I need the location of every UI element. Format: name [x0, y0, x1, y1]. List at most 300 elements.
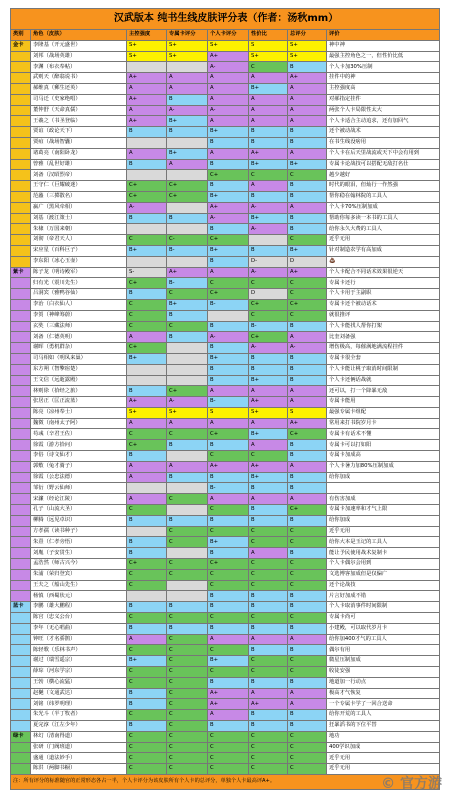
grade-cell: A-: [127, 202, 167, 213]
grade-cell: C: [127, 764, 167, 775]
character-name: 董仲舒（天命真儒）: [31, 105, 127, 116]
grade-cell: B: [167, 472, 208, 483]
grade-cell: B: [127, 602, 167, 613]
comment-cell: 个人卡用于主副职: [327, 289, 440, 300]
grade-cell: C: [167, 645, 208, 656]
grade-cell: B: [249, 515, 288, 526]
grade-cell: S: [208, 407, 249, 418]
category-cell: [11, 526, 31, 537]
table-row: [11, 364, 440, 375]
grade-cell: C: [167, 656, 208, 667]
grade-cell: C: [288, 310, 327, 321]
grade-cell: B: [208, 677, 249, 688]
grade-cell: [167, 364, 208, 375]
category-cell: [11, 656, 31, 667]
table-row: [11, 461, 440, 472]
comment-cell: 两张个人卡局限性太大: [327, 105, 440, 116]
comment-cell: 专属卡加成高: [327, 451, 440, 462]
comment-cell: 给你加成: [327, 472, 440, 483]
category-cell: [11, 548, 31, 559]
grade-cell: A: [167, 461, 208, 472]
grade-cell: B: [208, 602, 249, 613]
grade-cell: B+: [288, 159, 327, 170]
character-name: 王夫之（船山先生）: [31, 580, 127, 591]
character-name: 司马相如（明凤来巢）: [31, 353, 127, 364]
category-cell: [11, 224, 31, 235]
grade-cell: A: [167, 73, 208, 84]
grade-cell: C: [208, 580, 249, 591]
grade-cell: B: [208, 623, 249, 634]
grade-cell: A: [167, 159, 208, 170]
category-cell: [11, 202, 31, 213]
table-row: [11, 62, 440, 73]
grade-cell: A: [208, 634, 249, 645]
grade-cell: S+: [249, 51, 288, 62]
comment-cell: 时代的眼泪，但灿行一作然强: [327, 181, 440, 192]
character-name: 李年（无心唱曲）: [31, 623, 127, 634]
grade-cell: B-: [167, 245, 208, 256]
grade-cell: C: [208, 278, 249, 289]
grade-cell: B: [167, 332, 208, 343]
grade-cell: C: [288, 537, 327, 548]
category-cell: [11, 623, 31, 634]
grade-cell: C: [208, 731, 249, 742]
category-cell: [11, 418, 31, 429]
grade-cell: B+: [167, 148, 208, 159]
grade-cell: B: [288, 375, 327, 386]
grade-cell: A+: [249, 148, 288, 159]
grade-cell: A-: [249, 267, 288, 278]
grade-cell: C: [249, 613, 288, 624]
table-row: [11, 537, 440, 548]
grade-cell: A: [288, 461, 327, 472]
grade-cell: B+: [208, 656, 249, 667]
comment-cell: 给你永久大费的工具人: [327, 224, 440, 235]
grade-cell: C: [249, 667, 288, 678]
grade-cell: C: [127, 742, 167, 753]
grade-cell: C: [249, 526, 288, 537]
grade-cell: A: [249, 548, 288, 559]
table-row: [11, 440, 440, 451]
grade-cell: S+: [288, 51, 327, 62]
grade-cell: B: [249, 364, 288, 375]
grade-cell: [167, 202, 208, 213]
grade-cell: [167, 548, 208, 559]
table-row: [11, 645, 440, 656]
grade-cell: [167, 224, 208, 235]
grade-cell: C: [167, 321, 208, 332]
grade-cell: B: [249, 353, 288, 364]
grade-cell: A: [208, 386, 249, 397]
character-name: 郝维真（郵生还英）: [31, 83, 127, 94]
character-name: 朱光斗（半丁牧者）: [31, 710, 127, 721]
rating-table: [10, 8, 440, 790]
category-cell: [11, 364, 31, 375]
category-cell: [11, 397, 31, 408]
character-name: 武则天（醉翁说书）: [31, 73, 127, 84]
table-row: [11, 569, 440, 580]
grade-cell: A-: [249, 224, 288, 235]
table-row: [11, 386, 440, 397]
table-row: [11, 343, 440, 354]
character-name: 张居正（匡正流蓝）: [31, 397, 127, 408]
grade-cell: C: [249, 278, 288, 289]
grade-cell: A-: [249, 202, 288, 213]
comment-cell: 专属卡论战技可以搭配无敌打名仕: [327, 159, 440, 170]
grade-cell: B: [127, 159, 167, 170]
comment-cell: 针对制造农学有高加成: [327, 245, 440, 256]
table-row: [11, 613, 440, 624]
grade-cell: B: [288, 181, 327, 192]
grade-cell: B: [127, 451, 167, 462]
grade-cell: C+: [127, 181, 167, 192]
character-name: 林幻（清南得道）: [31, 731, 127, 742]
grade-cell: C: [288, 742, 327, 753]
column-header: 总评分: [288, 30, 327, 41]
grade-cell: C: [249, 310, 288, 321]
grade-cell: C: [249, 580, 288, 591]
grade-cell: C: [167, 764, 208, 775]
grade-cell: B: [167, 515, 208, 526]
table-row: [11, 397, 440, 408]
category-cell: [11, 591, 31, 602]
grade-cell: C+: [127, 278, 167, 289]
grade-cell: B-: [249, 321, 288, 332]
character-name: 王文信（远逝露殿）: [31, 375, 127, 386]
comment-cell: 个人卡能让桃子取消时间限制: [327, 364, 440, 375]
category-cell: [11, 137, 31, 148]
comment-cell: 💩: [327, 256, 440, 267]
grade-cell: B+: [208, 127, 249, 138]
grade-cell: B-: [208, 299, 249, 310]
grade-cell: B+: [167, 299, 208, 310]
character-name: 谢晖（勇机群杂）: [31, 343, 127, 354]
category-cell: 绿卡: [11, 731, 31, 742]
category-cell: [11, 407, 31, 418]
character-name: 陈亮（凉州奉士）: [31, 407, 127, 418]
character-name: 陈宫（忠义公台）: [31, 613, 127, 624]
grade-cell: A: [127, 472, 167, 483]
grade-cell: B: [249, 645, 288, 656]
grade-cell: C: [208, 645, 249, 656]
table-row: [11, 721, 440, 732]
grade-cell: B+: [127, 353, 167, 364]
grade-cell: C: [288, 170, 327, 181]
header-row: [11, 30, 440, 41]
grade-cell: A+: [288, 267, 327, 278]
category-cell: [11, 213, 31, 224]
grade-cell: C: [288, 559, 327, 570]
category-cell: [11, 127, 31, 138]
grade-cell: A: [288, 332, 327, 343]
grade-cell: A+: [288, 73, 327, 84]
grade-cell: C: [167, 710, 208, 721]
grade-cell: A+: [127, 94, 167, 105]
grade-cell: C+: [208, 289, 249, 300]
grade-cell: C: [208, 613, 249, 624]
grade-cell: A: [208, 494, 249, 505]
grade-cell: A: [127, 634, 167, 645]
grade-cell: C+: [288, 429, 327, 440]
grade-cell: C+: [127, 191, 167, 202]
category-cell: [11, 483, 31, 494]
grade-cell: S+: [167, 40, 208, 51]
grade-cell: A+: [288, 418, 327, 429]
grade-cell: B+: [249, 375, 288, 386]
category-cell: [11, 613, 31, 624]
grade-cell: [127, 170, 167, 181]
character-name: 李贺（神峰筹蔚）: [31, 310, 127, 321]
page-title: 汉武版本 纯书生线皮肤评分表（作者：汤秋mm）: [11, 9, 440, 30]
table-row: [11, 688, 440, 699]
grade-cell: [167, 137, 208, 148]
character-name: 李鹏（雄大鹏程）: [31, 602, 127, 613]
comment-cell: 个人卡加30%压制: [327, 62, 440, 73]
comment-cell: 个人卡偶尔会用到: [327, 559, 440, 570]
character-name: 朱浦（荣归登宾）: [31, 569, 127, 580]
comment-cell: 就很推评: [327, 310, 440, 321]
grade-cell: B: [288, 623, 327, 634]
character-name: 林则徐（拾经之旅）: [31, 386, 127, 397]
category-cell: [11, 472, 31, 483]
category-cell: [11, 343, 31, 354]
comment-cell: [327, 483, 440, 494]
table-row: [11, 321, 440, 332]
table-row: [11, 429, 440, 440]
grade-cell: C: [288, 289, 327, 300]
grade-cell: C: [208, 764, 249, 775]
grade-cell: A: [127, 418, 167, 429]
character-name: 刘胤（子安贯生）: [31, 548, 127, 559]
character-name: 刘备（仁德英明）: [31, 332, 127, 343]
category-cell: [11, 645, 31, 656]
comment-cell: 狂暴滔书的下位平替: [327, 721, 440, 732]
grade-cell: [167, 483, 208, 494]
grade-cell: B: [288, 137, 327, 148]
grade-cell: C: [249, 537, 288, 548]
category-cell: [11, 321, 31, 332]
grade-cell: S-: [127, 267, 167, 278]
grade-cell: B: [288, 677, 327, 688]
grade-cell: C: [127, 753, 167, 764]
table-row: [11, 40, 440, 51]
comment-cell: 专属卡很全套: [327, 353, 440, 364]
grade-cell: B: [288, 451, 327, 462]
grade-cell: A: [127, 148, 167, 159]
watermark-logo: © 官方游: [381, 776, 442, 792]
category-cell: [11, 105, 31, 116]
comment-cell: 对郝指定挂件: [327, 94, 440, 105]
grade-cell: B: [208, 181, 249, 192]
grade-cell: B: [288, 710, 327, 721]
table-row: [11, 472, 440, 483]
character-name: 柳腾（远见卓识）: [31, 515, 127, 526]
grade-cell: B: [249, 127, 288, 138]
character-name: 陈轻歌（乐林书声）: [31, 645, 127, 656]
grade-cell: A+: [208, 699, 249, 710]
character-name: 东方朔（智擎宿楚）: [31, 364, 127, 375]
grade-cell: B: [208, 440, 249, 451]
category-cell: [11, 62, 31, 73]
grade-cell: A: [208, 73, 249, 84]
grade-cell: B: [288, 472, 327, 483]
grade-cell: B+: [127, 245, 167, 256]
grade-cell: C: [127, 645, 167, 656]
table-row: [11, 310, 440, 321]
column-header: 角色（皮肤）: [31, 30, 127, 41]
grade-cell: C+: [208, 170, 249, 181]
grade-cell: C: [127, 235, 167, 246]
footnote: 注：所有评分的标准随官的正常形态各占一半，个人卡评分为该皮肤所有个人卡的总评分，单独个人卡最高评A+。: [11, 774, 440, 789]
comment-cell: 帮助你每多读一本书的工具人: [327, 213, 440, 224]
table-row: [11, 245, 440, 256]
category-cell: [11, 667, 31, 678]
grade-cell: C: [249, 764, 288, 775]
category-cell: [11, 451, 31, 462]
grade-cell: [127, 137, 167, 148]
category-cell: [11, 688, 31, 699]
comment-cell: 收徒安强: [327, 667, 440, 678]
grade-cell: B: [208, 364, 249, 375]
grade-cell: C: [127, 310, 167, 321]
grade-cell: A: [208, 116, 249, 127]
grade-cell: C+: [249, 332, 288, 343]
comment-cell: 还个论战技: [327, 580, 440, 591]
category-cell: [11, 332, 31, 343]
grade-cell: C: [288, 613, 327, 624]
grade-cell: A: [249, 634, 288, 645]
character-name: 孔子（山流大圣）: [31, 505, 127, 516]
category-cell: [11, 278, 31, 289]
grade-cell: B: [167, 127, 208, 138]
table-row: [11, 127, 440, 138]
grade-cell: C+: [208, 429, 249, 440]
character-name: 吕洞宾（雅鸭谷仙）: [31, 289, 127, 300]
grade-cell: B+: [208, 353, 249, 364]
grade-cell: A: [127, 105, 167, 116]
comment-cell: 还个被动战术: [327, 127, 440, 138]
grade-cell: C: [288, 667, 327, 678]
grade-cell: C: [249, 656, 288, 667]
grade-cell: C: [208, 526, 249, 537]
category-cell: [11, 181, 31, 192]
comment-cell: 给你加400才气的工具人: [327, 634, 440, 645]
category-cell: [11, 148, 31, 159]
grade-cell: C+: [288, 505, 327, 516]
character-name: 李治（白衣仙人）: [31, 299, 127, 310]
comment-cell: 专属卡能用: [327, 397, 440, 408]
grade-cell: B: [249, 721, 288, 732]
category-cell: [11, 83, 31, 94]
category-cell: [11, 764, 31, 775]
grade-cell: C: [167, 677, 208, 688]
table-row: [11, 559, 440, 570]
grade-cell: C: [167, 742, 208, 753]
grade-cell: D: [249, 289, 288, 300]
grade-cell: B: [167, 440, 208, 451]
category-cell: [11, 699, 31, 710]
category-cell: [11, 289, 31, 300]
grade-cell: S+: [127, 40, 167, 51]
grade-cell: C: [288, 235, 327, 246]
column-header: 评价: [327, 30, 440, 41]
grade-cell: C: [208, 742, 249, 753]
grade-cell: B: [288, 602, 327, 613]
category-cell: [11, 753, 31, 764]
grade-cell: C: [288, 731, 327, 742]
grade-cell: A: [249, 688, 288, 699]
grade-cell: S: [249, 40, 288, 51]
table-row: [11, 83, 440, 94]
grade-cell: C: [127, 677, 167, 688]
character-name: 刘邦（战场英雄）: [31, 51, 127, 62]
grade-cell: C: [288, 656, 327, 667]
grade-cell: A: [127, 332, 167, 343]
character-name: 王羲之（书圣登临）: [31, 116, 127, 127]
table-row: [11, 191, 440, 202]
character-name: 陈子龙（明诗殿军）: [31, 267, 127, 278]
grade-cell: B: [127, 699, 167, 710]
character-name: 李东阳（冰心玉壶）: [31, 256, 127, 267]
comment-cell: 常用来打书院岁月卡: [327, 418, 440, 429]
category-cell: [11, 634, 31, 645]
grade-cell: A: [208, 83, 249, 94]
character-name: 孟浩然（师古兴今）: [31, 559, 127, 570]
grade-cell: B-: [208, 397, 249, 408]
grade-cell: A-: [208, 332, 249, 343]
character-name: 李隆基（开元盛世）: [31, 40, 127, 51]
table-row: [11, 742, 440, 753]
comment-cell: 偶尔有用: [327, 645, 440, 656]
grade-cell: D: [288, 256, 327, 267]
grade-cell: C+: [127, 559, 167, 570]
comment-cell: 一个专属卡学了一回合送命: [327, 699, 440, 710]
comment-cell: 能让予民使用战术复制卡: [327, 548, 440, 559]
grade-cell: B-: [208, 483, 249, 494]
grade-cell: A: [127, 83, 167, 94]
table-row: [11, 51, 440, 62]
comment-cell: 地功: [327, 731, 440, 742]
grade-cell: C: [167, 753, 208, 764]
grade-cell: S+: [288, 40, 327, 51]
grade-cell: C: [288, 753, 327, 764]
grade-cell: B: [288, 440, 327, 451]
table-row: [11, 278, 440, 289]
grade-cell: B+: [249, 213, 288, 224]
character-name: 郭敷（兔才骑子）: [31, 461, 127, 472]
comment-cell: 个人卡取消事件时间限制: [327, 602, 440, 613]
grade-cell: C+: [127, 343, 167, 354]
table-row: [11, 202, 440, 213]
grade-cell: A: [288, 494, 327, 505]
character-name: 张研（门阀班道）: [31, 742, 127, 753]
grade-cell: C: [167, 688, 208, 699]
grade-cell: B: [127, 289, 167, 300]
grade-cell: B: [208, 137, 249, 148]
category-cell: 紫卡: [11, 267, 31, 278]
comment-cell: 专属卡可以打如阳: [327, 440, 440, 451]
category-cell: [11, 256, 31, 267]
comment-cell: 神中神: [327, 40, 440, 51]
grade-cell: B+: [208, 245, 249, 256]
grade-cell: C: [208, 667, 249, 678]
comment-cell: 个人卡配合不同话术效果很逆天: [327, 267, 440, 278]
grade-cell: [167, 170, 208, 181]
comment-cell: 个人卡70%压制加成: [327, 202, 440, 213]
grade-cell: B+: [249, 472, 288, 483]
category-cell: 蓝卡: [11, 602, 31, 613]
character-name: 方孝孺（读书种子）: [31, 526, 127, 537]
